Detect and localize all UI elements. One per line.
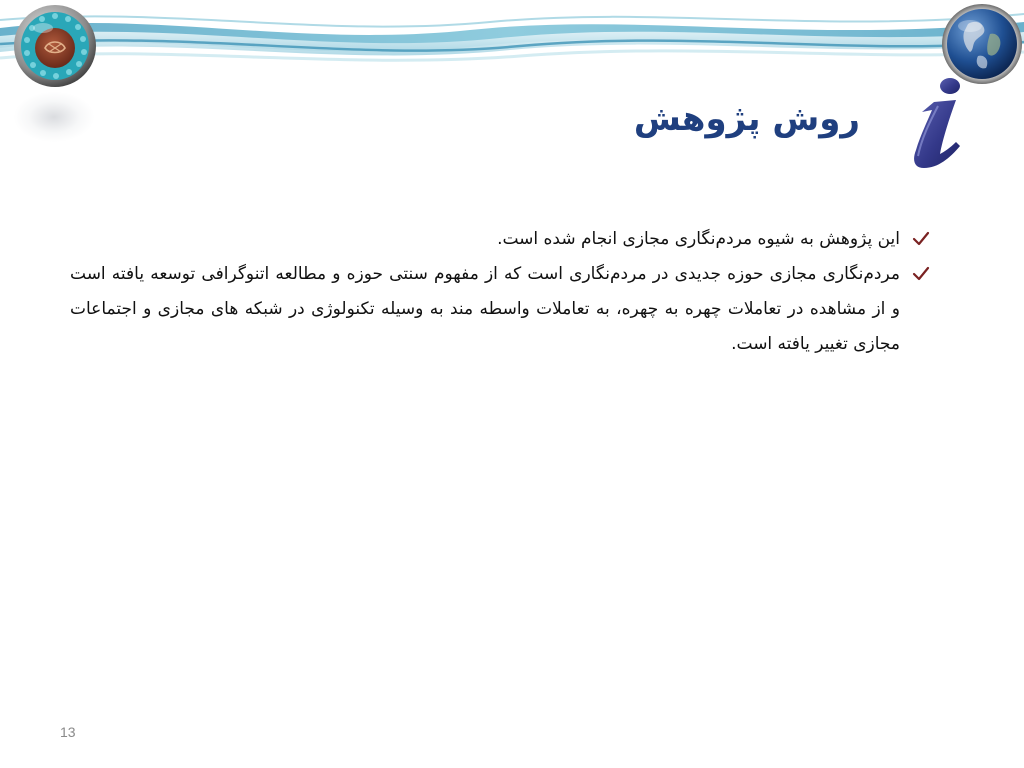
bullet-item [70, 222, 930, 257]
check-icon [912, 231, 930, 247]
page-number: 13 [60, 724, 76, 740]
bullet-item [70, 257, 930, 362]
jeweled-medallion-icon [13, 4, 97, 88]
slide-title: روش پژوهش [633, 99, 860, 139]
bullet-text: این پژوهش به شیوه مردم‌نگاری مجازی انجام شده است. [497, 229, 900, 249]
check-icon [912, 266, 930, 282]
earth-globe-icon [940, 4, 1024, 84]
bullet-list [70, 222, 930, 362]
decorative-wave-band [0, 0, 1024, 90]
bullet-text: مردم‌نگاری مجازی حوزه جدیدی در مردم‌نگاری است که از مفهوم سنتی حوزه و مطالعه اتنوگرافی توسعه یافته است و از مشاهده در تعاملات چهره به چهره، به تعاملات واسطه مند به وسیله تکنولوژی در شبکه های مجازی و اجتماعات مجازی تغییر یافته است. [70, 264, 900, 354]
medallion-reflection [14, 92, 94, 142]
info-i-icon [898, 76, 974, 172]
